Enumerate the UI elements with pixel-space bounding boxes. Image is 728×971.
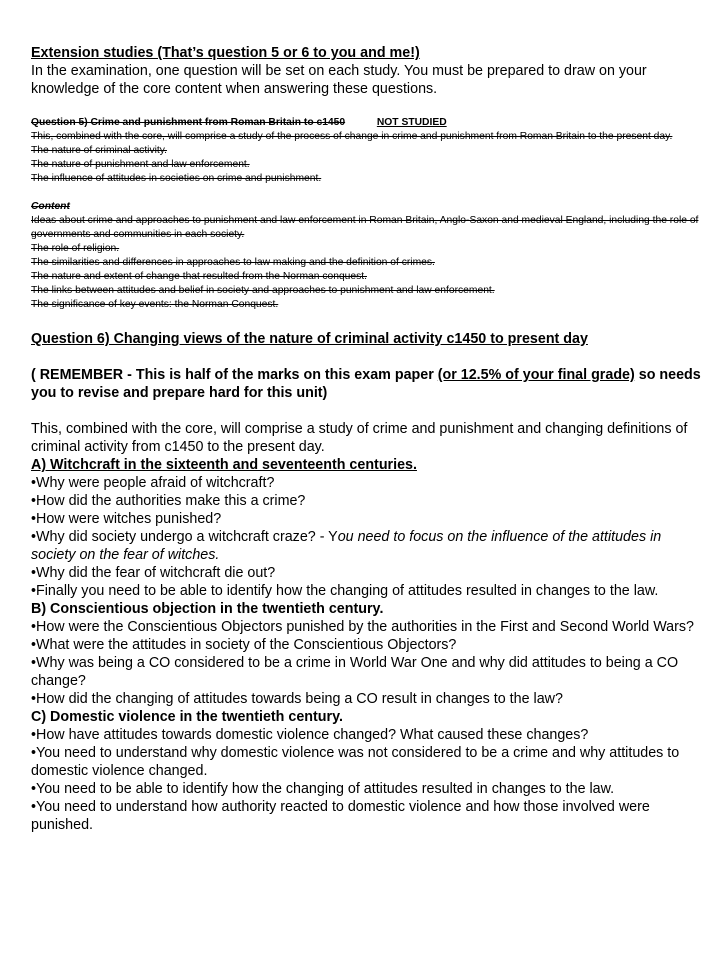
q5-content-heading: Content: [31, 201, 70, 212]
section-b-item: •What were the attitudes in society of the Conscientious Objectors?: [31, 637, 457, 653]
extension-intro: In the examination, one question will be set on each study. You must be prepared to draw on your knowledge of the core content when answering these questions.: [31, 63, 647, 97]
q6-remember-post: so needs you to revise and prepare hard for this unit): [31, 367, 701, 401]
section-c-item: •How have attitudes towards domestic violence changed? What caused these changes?: [31, 727, 589, 743]
section-c-heading: C) Domestic violence in the twentieth century.: [31, 709, 343, 725]
document-page: [31, 44, 703, 834]
section-a-item: •Why did the fear of witchcraft die out?: [31, 565, 276, 581]
q5-point: The nature of criminal activity.: [31, 145, 168, 156]
section-a-item: •How were witches punished?: [31, 511, 222, 527]
q5-status: NOT STUDIED: [376, 117, 447, 128]
q6-remember-grade: (or 12.5% of your final grade): [437, 367, 635, 383]
q6-title: Question 6) Changing views of the nature of criminal activity c1450 to present day: [31, 331, 588, 347]
q5-description: This, combined with the core, will comprise a study of the process of change in crime and punishment from Roman Britain to the present day.: [31, 131, 673, 142]
section-a-item: •How did the authorities make this a crime?: [31, 493, 306, 509]
q5-point: The influence of attitudes in societies on crime and punishment.: [31, 173, 322, 184]
section-c-item: •You need to be able to identify how the changing of attitudes resulted in changes to the law.: [31, 781, 615, 797]
q5-content-item: The role of religion.: [31, 243, 120, 254]
q5-title-line: [31, 116, 703, 130]
section-a-craze-italic: ou need to focus on the influence of the attitudes in society on the fear of witches.: [31, 529, 662, 563]
section-c-item: •You need to understand how authority reacted to domestic violence and how those involved were punished.: [31, 799, 650, 833]
q6-remember-pre: ( REMEMBER - This is half of the marks on this exam paper: [31, 367, 438, 383]
section-a-craze-pre: •Why did society undergo a witchcraft craze? - Y: [31, 529, 338, 545]
section-c-item: •You need to understand why domestic violence was not considered to be a crime and why attitudes to domestic violence changed.: [31, 745, 680, 779]
q6-intro: This, combined with the core, will comprise a study of crime and punishment and changing definitions of criminal activity from c1450 to the present day.: [31, 421, 688, 455]
q5-title: Question 5) Crime and punishment from Roman Britain to c1450: [31, 117, 346, 128]
section-a-craze-item: [31, 528, 703, 564]
section-b-heading: B) Conscientious objection in the twentieth century.: [31, 601, 384, 617]
extension-heading: Extension studies (That’s question 5 or 6 to you and me!): [31, 45, 420, 61]
q6-remember: [31, 366, 703, 402]
q5-content-item: The links between attitudes and belief in society and approaches to punishment and law enforcement.: [31, 285, 495, 296]
section-b-item: •How did the changing of attitudes towards being a CO result in changes to the law?: [31, 691, 563, 707]
q5-point: The nature of punishment and law enforcement.: [31, 159, 250, 170]
q5-content-item: The nature and extent of change that resulted from the Norman conquest.: [31, 271, 367, 282]
q5-content-item: The significance of key events: the Norman Conquest.: [31, 299, 279, 310]
section-b-item: •Why was being a CO considered to be a crime in World War One and why did attitudes to being a CO change?: [31, 655, 679, 689]
section-a-item: •Finally you need to be able to identify how the changing of attitudes resulted in changes to the law.: [31, 583, 659, 599]
section-a-item: •Why were people afraid of witchcraft?: [31, 475, 275, 491]
section-b-item: •How were the Conscientious Objectors punished by the authorities in the First and Second World Wars?: [31, 619, 694, 635]
section-a-heading: A) Witchcraft in the sixteenth and seventeenth centuries.: [31, 457, 417, 473]
q5-content-item: The similarities and differences in approaches to law making and the definition of crimes.: [31, 257, 435, 268]
q5-content-item: Ideas about crime and approaches to punishment and law enforcement in Roman Britain, Anglo-Saxon and medieval England, including the role of governments and communities in each society.: [31, 215, 699, 240]
